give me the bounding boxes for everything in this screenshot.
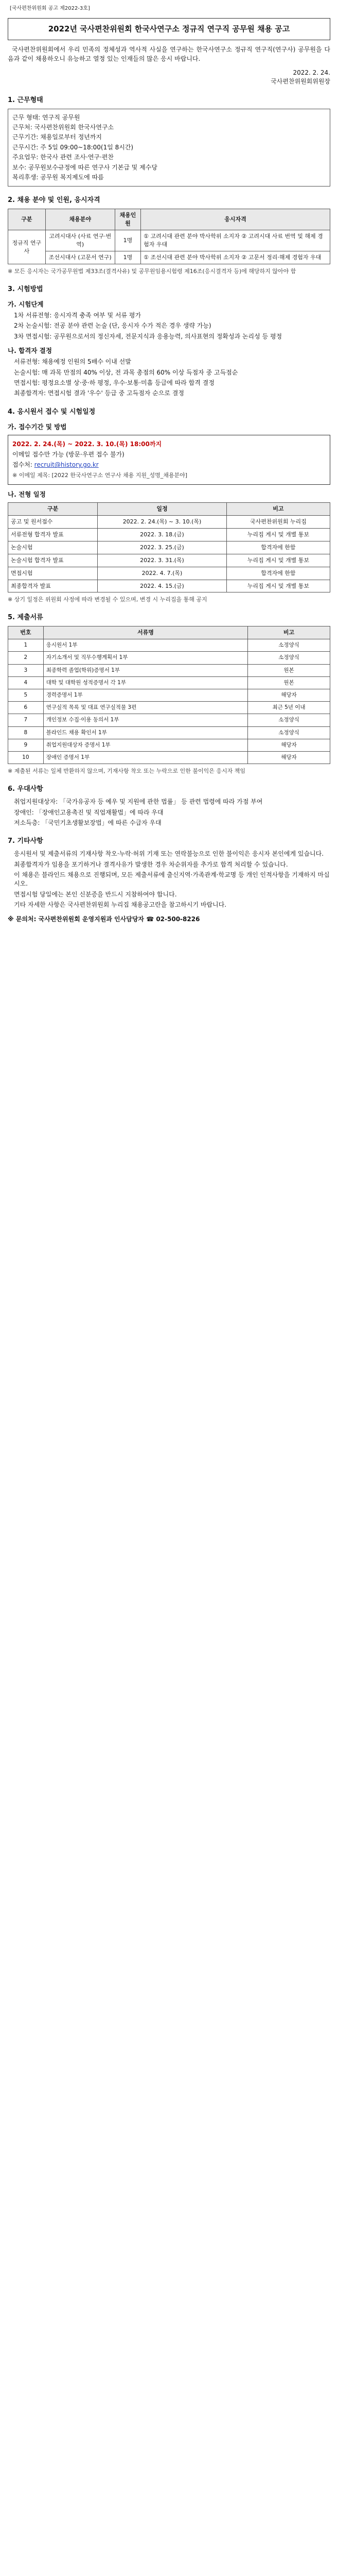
employment-item: 근무처: 국사편찬위원회 한국사연구소	[12, 124, 114, 131]
table-cell: 논술시험	[8, 541, 98, 554]
table-cell: 합격자에 한함	[226, 541, 330, 554]
application-box	[8, 435, 330, 485]
subheading-schedule: 나. 전형 일정	[8, 490, 46, 498]
position-count: 1명	[115, 230, 140, 251]
table-cell: 2022. 4. 7.(목)	[98, 567, 227, 580]
section-heading-preferences: 6. 우대사항	[8, 785, 43, 793]
table-row	[8, 726, 330, 739]
pass-criterion: 서류전형: 채용예정 인원의 5배수 이내 선발	[14, 358, 131, 366]
table-cell: 논술시험 합격자 발표	[8, 554, 98, 567]
table-cell: 개인정보 수집·이용 동의서 1부	[43, 714, 247, 726]
table-cell: 소정양식	[248, 726, 330, 739]
exam-step: 3차 면접시험: 공무원으로서의 정신자세, 전문지식과 응용능력, 의사표현의 정확성과 논리성 등 평정	[14, 332, 282, 340]
table-cell: 공고 및 원서접수	[8, 515, 98, 528]
table-cell: 응시원서 1부	[43, 639, 247, 652]
position-field: 고려시대사 (사료 연구·번역)	[45, 230, 115, 251]
documents-table	[8, 626, 330, 764]
announcement-date: 2022. 2. 24.	[293, 69, 330, 77]
position-group: 정규직 연구사	[8, 230, 46, 264]
employment-item: 복리후생: 공무원 복지제도에 따름	[12, 174, 104, 181]
employment-item: 근무 형태: 연구직 공무원	[12, 113, 80, 121]
table-row	[8, 714, 330, 726]
section-heading-positions: 2. 채용 분야 및 인원, 응시자격	[8, 196, 100, 205]
table-cell: 2022. 4. 15.(금)	[98, 580, 227, 592]
table-cell: 소정양식	[248, 639, 330, 652]
table-cell: 원본	[248, 676, 330, 689]
preference-item: 저소득층: 「국민기초생활보장법」에 따른 수급자 우대	[14, 819, 162, 826]
exam-step: 2차 논술시험: 전공 분야 관련 논술 (단, 응시자 수가 적은 경우 생략 가능)	[14, 322, 211, 330]
pass-criterion: 논술시험: 매 과목 만점의 40% 이상, 전 과목 총점의 60% 이상 득점자 중 고득점순	[14, 368, 238, 376]
table-row	[8, 639, 330, 652]
table-cell: 6	[8, 702, 44, 714]
table-cell: 5	[8, 689, 44, 702]
table-cell: 4	[8, 676, 44, 689]
table-cell: 면접시험	[8, 567, 98, 580]
subheading-period: 가. 접수기간 및 방법	[8, 422, 67, 431]
subheading-pass-decision: 나. 합격자 결정	[8, 347, 52, 354]
application-period: 2022. 2. 24.(목) ~ 2022. 3. 10.(목) 18:00까지	[12, 440, 162, 448]
table-cell: 국사편찬위원회 누리집	[226, 515, 330, 528]
table-cell: 소정양식	[248, 714, 330, 726]
table-cell: 원본	[248, 664, 330, 676]
table-header: 비고	[248, 626, 330, 639]
table-header: 채용인원	[115, 209, 140, 230]
table-row	[8, 676, 330, 689]
table-row	[8, 702, 330, 714]
section-heading-exam: 3. 시험방법	[8, 285, 43, 293]
table-cell: 해당자	[248, 739, 330, 751]
email-label: 접수처:	[12, 461, 32, 469]
table-cell: 누리집 게시 및 개별 통보	[226, 580, 330, 592]
table-cell: 2	[8, 652, 44, 664]
table-cell: 누리집 게시 및 개별 통보	[226, 528, 330, 541]
table-row	[8, 752, 330, 764]
table-row	[8, 664, 330, 676]
schedule-table	[8, 502, 330, 593]
position-requirement: ① 조선시대 관련 분야 박사학위 소지자 ② 고문서 정리·해제 경험자 우대	[141, 251, 330, 264]
table-cell: 2022. 3. 25.(금)	[98, 541, 227, 554]
section-heading-application: 4. 응시원서 접수 및 시험일정	[8, 408, 96, 416]
application-method: 이메일 접수만 가능 (방문·우편 접수 불가)	[12, 451, 124, 459]
table-cell: 최종합격자 발표	[8, 580, 98, 592]
announcement-page	[8, 0, 330, 936]
documents-note: ※ 제출된 서류는 일체 반환하지 않으며, 기재사항 착오 또는 누락으로 인한 불이익은 응시자 책임	[8, 768, 245, 775]
table-row	[8, 230, 330, 251]
table-cell: 취업지원대상자 증명서 1부	[43, 739, 247, 751]
table-cell: 2022. 2. 24.(목) ~ 3. 10.(목)	[98, 515, 227, 528]
table-header: 구분	[8, 209, 46, 230]
table-cell: 블라인드 채용 확인서 1부	[43, 726, 247, 739]
table-row	[8, 689, 330, 702]
table-row	[8, 251, 330, 264]
other-item: 최종합격자가 임용을 포기하거나 결격사유가 발생한 경우 차순위자를 추가로 합격 처리할 수 있습니다.	[14, 860, 288, 868]
table-cell: 해당자	[248, 752, 330, 764]
table-cell: 8	[8, 726, 44, 739]
table-header: 응시자격	[141, 209, 330, 230]
table-row	[8, 739, 330, 751]
section-heading-employment: 1. 근무형태	[8, 96, 43, 104]
contact-info: ※ 문의처: 국사편찬위원회 운영지원과 인사담당자 ☎ 02-500-8226	[8, 915, 200, 923]
table-cell: 7	[8, 714, 44, 726]
table-header: 구분	[8, 502, 98, 515]
table-row	[8, 541, 330, 554]
table-cell: 장애인 증명서 1부	[43, 752, 247, 764]
table-cell: 3	[8, 664, 44, 676]
preference-item: 장애인: 「장애인고용촉진 및 직업재활법」에 따라 우대	[14, 808, 164, 816]
section-heading-documents: 5. 제출서류	[8, 614, 43, 622]
position-requirement: ① 고려시대 관련 분야 박사학위 소지자 ② 고려시대 사료 번역 및 해제 경험자 우대	[141, 230, 330, 251]
table-cell: 대학 및 대학원 성적증명서 각 1부	[43, 676, 247, 689]
intro-text: 국사편찬위원회에서 우리 민족의 정체성과 역사적 사실을 연구하는 한국사연구소 정규직 연구직(연구사) 공무원을 다음과 같이 채용하오니 유능하고 열정 있는 인재들의 많은 응시 바랍니다.	[8, 46, 330, 62]
preference-item: 취업지원대상자: 「국가유공자 등 예우 및 지원에 관한 법률」 등 관련 법령에 따라 가점 부여	[14, 798, 263, 806]
page-title: 2022년 국사편찬위원회 한국사연구소 정규직 연구직 공무원 채용 공고	[8, 18, 330, 41]
subheading-exam-steps: 가. 시험단계	[8, 300, 44, 308]
table-cell: 9	[8, 739, 44, 751]
other-item: 응시원서 및 제출서류의 기재사항 착오·누락·허위 기재 또는 연락불능으로 인한 불이익은 응시자 본인에게 있습니다.	[14, 850, 324, 858]
table-cell: 2022. 3. 31.(목)	[98, 554, 227, 567]
pass-criterion: 면접시험: 평정요소별 상·중·하 평정, 우수·보통·미흡 등급에 따라 합격 결정	[14, 379, 215, 386]
table-row	[8, 567, 330, 580]
notice-number: [국사편찬위원회 공고 제2022-3호]	[10, 6, 90, 11]
table-header: 채용분야	[45, 209, 115, 230]
table-row	[8, 652, 330, 664]
table-header: 일정	[98, 502, 227, 515]
table-row	[8, 528, 330, 541]
table-cell: 최종학력 졸업(학위)증명서 1부	[43, 664, 247, 676]
table-row	[8, 554, 330, 567]
employment-terms-box	[8, 109, 330, 187]
table-cell: 최근 5년 이내	[248, 702, 330, 714]
pass-criterion: 최종합격자: 면접시험 결과 '우수' 등급 중 고득점자 순으로 결정	[14, 389, 184, 397]
table-cell: 2022. 3. 18.(금)	[98, 528, 227, 541]
employment-item: 보수: 공무원보수규정에 따른 연구사 기본급 및 제수당	[12, 163, 157, 171]
table-cell: 1	[8, 639, 44, 652]
table-cell: 경력증명서 1부	[43, 689, 247, 702]
table-cell: 합격자에 한함	[226, 567, 330, 580]
section-heading-other: 7. 기타사항	[8, 837, 43, 845]
table-cell: 10	[8, 752, 44, 764]
exam-step: 1차 서류전형: 응시자격 충족 여부 및 서류 평가	[14, 311, 141, 319]
table-row	[8, 580, 330, 592]
email-subject-note: ※ 이메일 제목: [2022 한국사연구소 연구사 채용 지원_성명_채용분야]	[12, 471, 187, 479]
position-field: 조선시대사 (고문서 연구)	[45, 251, 115, 264]
application-email-row	[12, 461, 326, 469]
other-item: 면접시험 당일에는 본인 신분증을 반드시 지참하여야 합니다.	[14, 890, 177, 898]
table-cell: 누리집 게시 및 개별 통보	[226, 554, 330, 567]
table-header: 서류명	[43, 626, 247, 639]
table-cell: 해당자	[248, 689, 330, 702]
employment-item: 근무기간: 채용일로부터 정년까지	[12, 133, 102, 141]
table-header: 번호	[8, 626, 44, 639]
position-count: 1명	[115, 251, 140, 264]
table-cell: 서류전형 합격자 발표	[8, 528, 98, 541]
table-cell: 자기소개서 및 직무수행계획서 1부	[43, 652, 247, 664]
table-row	[8, 515, 330, 528]
other-item: 기타 자세한 사항은 국사편찬위원회 누리집 채용공고란을 참고하시기 바랍니다.	[14, 901, 227, 909]
employment-item: 주요업무: 한국사 관련 조사·연구·편찬	[12, 154, 114, 161]
eligibility-note: ※ 모든 응시자는 국가공무원법 제33조(결격사유) 및 공무원임용시험령 제16조(응시결격자 등)에 해당하지 않아야 함	[8, 267, 296, 275]
other-item: 이 채용은 블라인드 채용으로 진행되며, 모든 제출서류에 출신지역·가족관계·학교명 등 개인 인적사항을 기재하지 마십시오.	[14, 871, 330, 888]
table-cell: 소정양식	[248, 652, 330, 664]
announcing-organization: 국사편찬위원회위원장	[271, 78, 330, 86]
table-header: 비고	[226, 502, 330, 515]
table-cell: 연구실적 목록 및 대표 연구실적물 3편	[43, 702, 247, 714]
application-email-link[interactable]: recruit@history.go.kr	[34, 461, 99, 469]
employment-item: 근무시간: 주 5일 09:00~18:00(1일 8시간)	[12, 143, 134, 151]
schedule-note: ※ 상기 일정은 위원회 사정에 따라 변경될 수 있으며, 변경 시 누리집을 통해 공지	[8, 596, 207, 603]
positions-table	[8, 209, 330, 264]
